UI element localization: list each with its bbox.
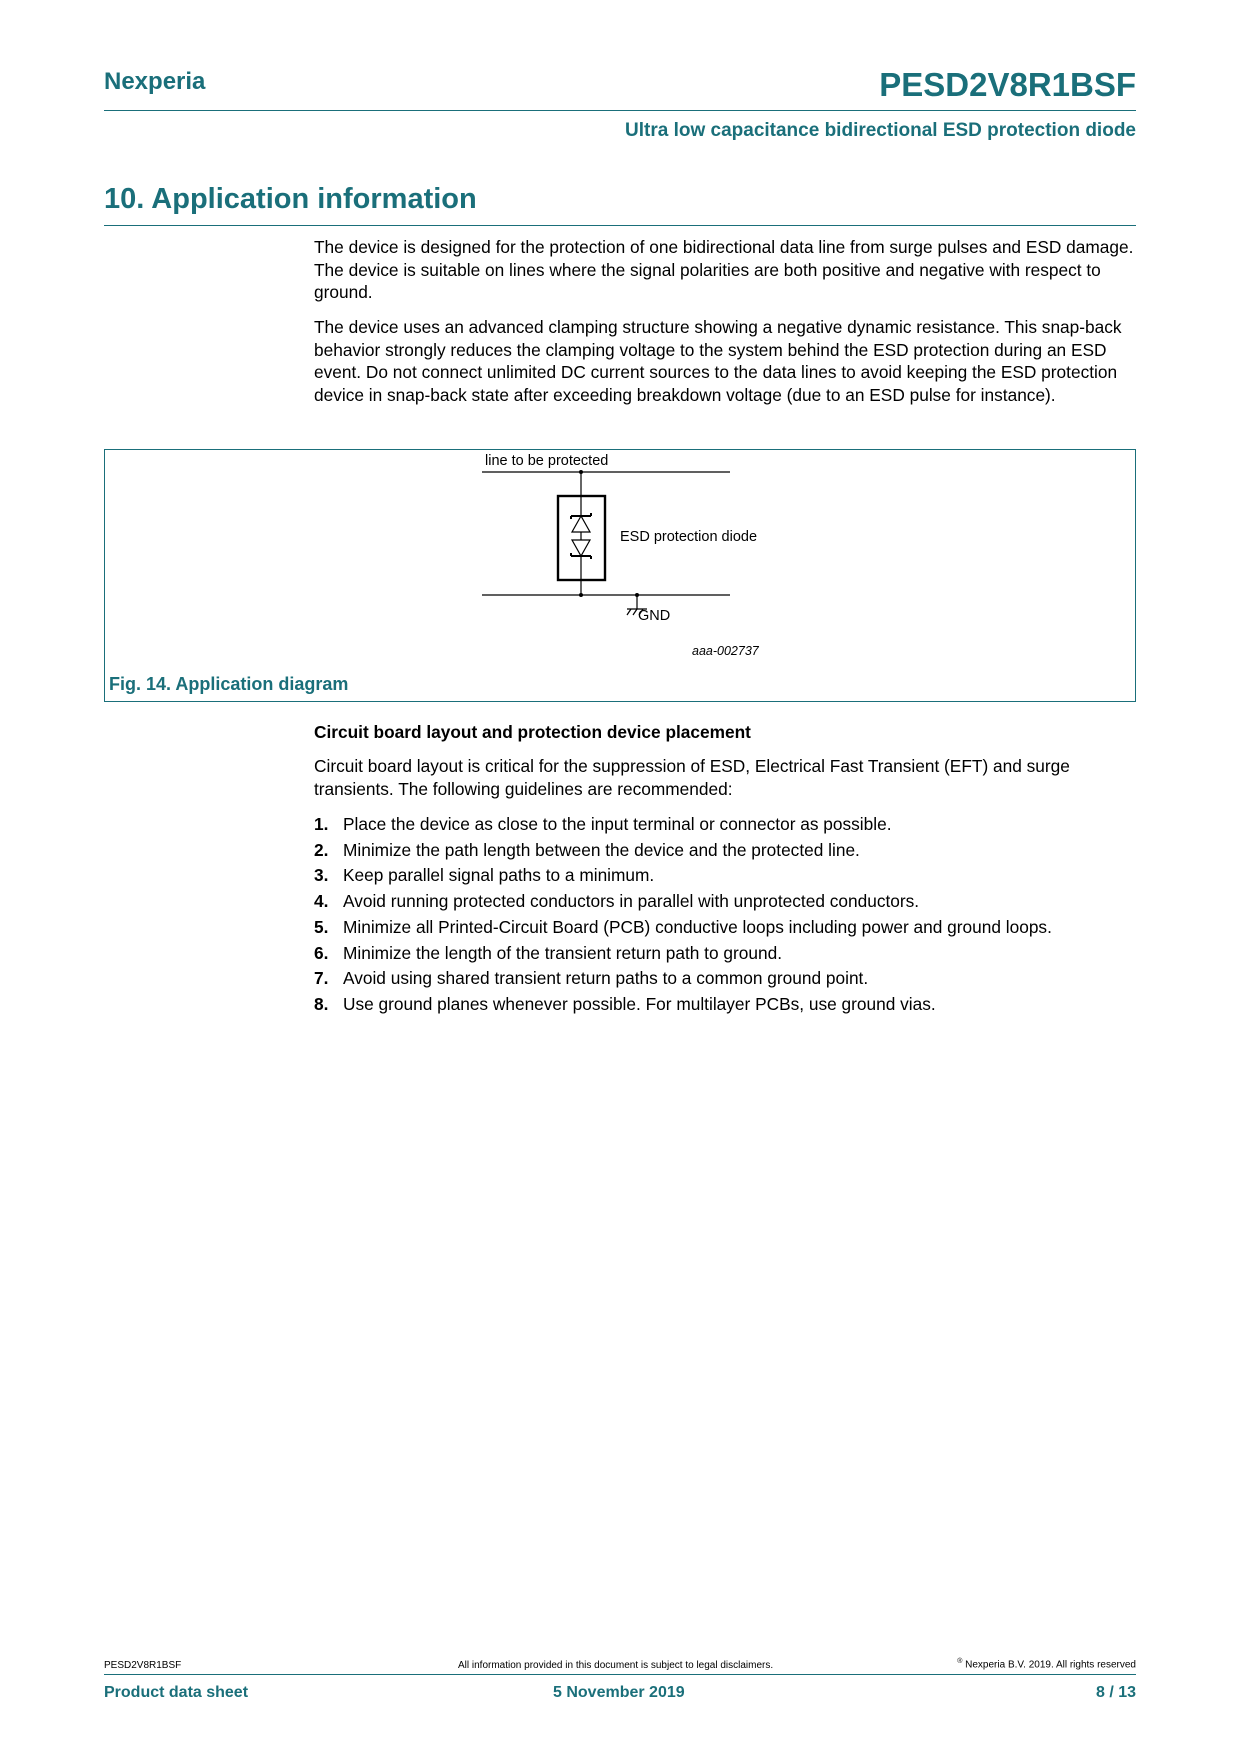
item-text: Avoid running protected conductors in parallel with unprotected conductors. (343, 891, 920, 912)
item-text: Place the device as close to the input terminal or connector as possible. (343, 814, 892, 834)
list-item (314, 889, 1140, 915)
header-divider (104, 110, 1136, 111)
footer-disclaimer: All information provided in this document is subject to legal disclaimers. (458, 1660, 774, 1671)
item-number: 6. (314, 942, 329, 963)
footer-divider (104, 1674, 1136, 1675)
part-number: PESD2V8R1BSF (879, 66, 1136, 103)
list-item (314, 838, 1140, 864)
list-item (314, 812, 1140, 838)
list-item (314, 915, 1140, 941)
device-label: ESD protection diode (620, 529, 758, 545)
footer-date: 5 November 2019 (553, 1684, 685, 1701)
section-title: 10. Application information (104, 183, 477, 215)
footer-part-number: PESD2V8R1BSF (104, 1660, 182, 1671)
protected-line-label: line to be protected (485, 453, 609, 469)
item-text: Minimize all Printed-Circuit Board (PCB) conductive loops including power and ground loops. (343, 916, 1052, 937)
footer-doc-type: Product data sheet (104, 1684, 249, 1701)
item-number: 4. (314, 891, 329, 912)
figure-caption: Fig. 14. Application diagram (109, 674, 349, 694)
layout-subheading: Circuit board layout and protection device placement (314, 722, 751, 742)
item-text: Avoid using shared transient return paths to a common ground point. (343, 968, 869, 989)
figure-code: aaa-002737 (692, 644, 759, 658)
gnd-label: GND (638, 608, 671, 624)
section-divider (104, 225, 1136, 226)
list-item (314, 992, 1140, 1018)
item-text: Minimize the length of the transient return path to ground. (343, 942, 783, 963)
item-text: Keep parallel signal paths to a minimum. (343, 865, 655, 886)
item-number: 1. (314, 814, 329, 834)
application-diagram (480, 452, 780, 652)
list-item (314, 941, 1140, 967)
diode-down-icon (571, 540, 591, 559)
registered-mark: ® (957, 1658, 963, 1665)
item-number: 7. (314, 968, 329, 989)
document-subtitle: Ultra low capacitance bidirectional ESD protection diode (625, 120, 1136, 141)
item-number: 8. (314, 993, 329, 1014)
layout-intro-paragraph: Circuit board layout is critical for the suppression of ESD, Electrical Fast Transient (EFT) and surge transients. The following guidelines are recommended: (314, 756, 1070, 799)
footer-copyright (957, 1658, 1136, 1670)
diode-up-icon (571, 513, 591, 532)
item-number: 5. (314, 916, 329, 937)
guidelines-list (314, 812, 1140, 1018)
intro-paragraph: The device is designed for the protection of one bidirectional data line from surge pulses and ESD damage. The device is suitable on lines where the signal polarities are both positive and negative with respect to ground. (314, 237, 1134, 302)
copyright-text: Nexperia B.V. 2019. All rights reserved (962, 1659, 1136, 1671)
page-number: 8 / 13 (1095, 1684, 1136, 1701)
snapback-paragraph: The device uses an advanced clamping structure showing a negative dynamic resistance. This snap-back behavior strongly reduces the clamping voltage to the system behind the ESD protection during an ESD event. Do not connect unlimited DC current sources to the data lines to avoid keeping the ESD protection device in snap-back state after exceeding breakdown voltage (due to an ESD pulse for instance). (314, 317, 1122, 405)
item-number: 3. (314, 865, 329, 886)
brand-name: Nexperia (104, 68, 206, 95)
item-number: 2. (314, 839, 329, 860)
item-text: Use ground planes whenever possible. For multilayer PCBs, use ground vias. (343, 993, 936, 1014)
item-text: Minimize the path length between the device and the protected line. (343, 839, 860, 860)
list-item (314, 863, 1140, 889)
list-item (314, 966, 1140, 992)
